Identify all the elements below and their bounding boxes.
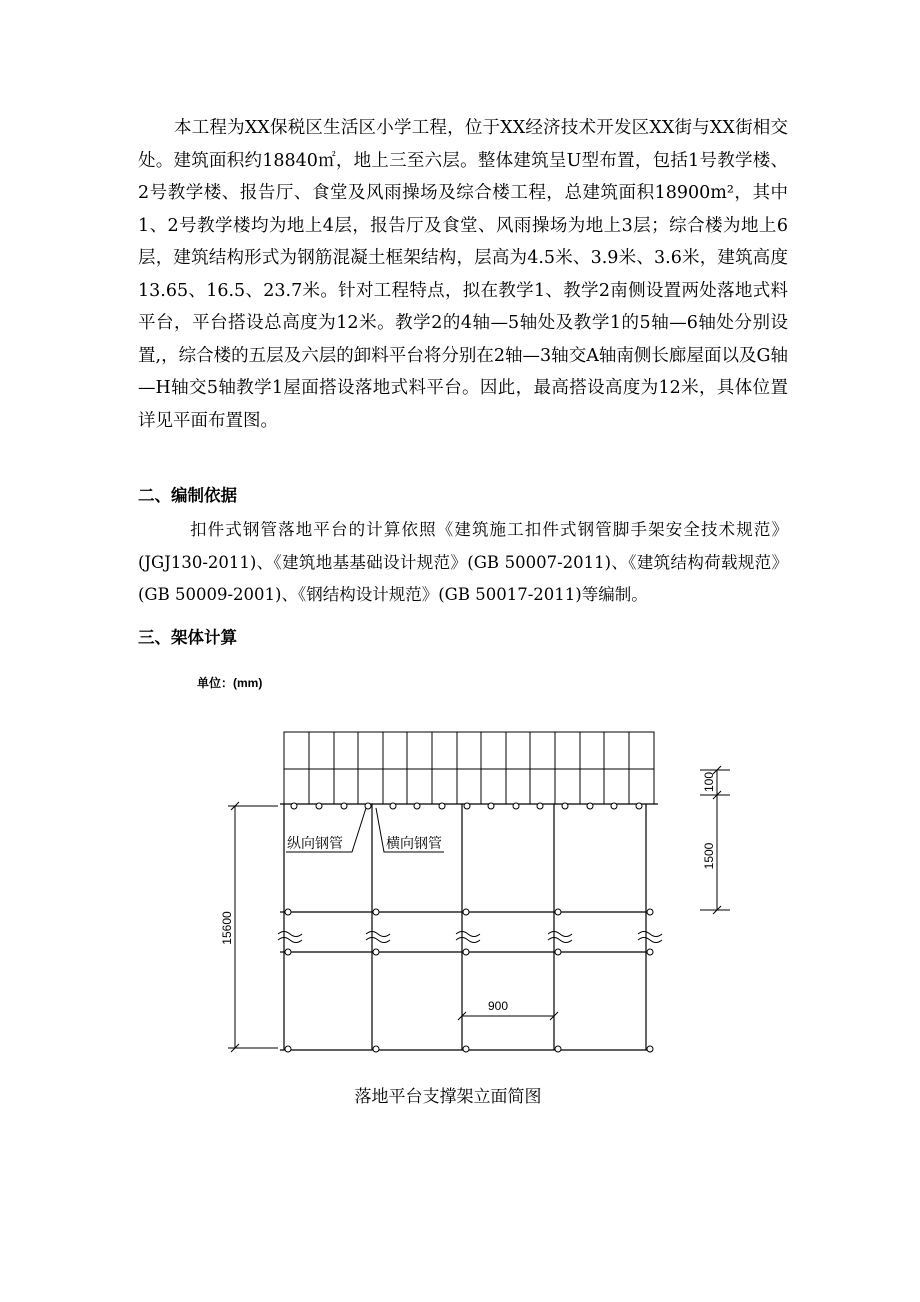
scaffold-elevation-drawing: [0, 660, 920, 1120]
longitudinal-pipe-label: 纵向钢管: [287, 835, 343, 851]
dimension-spacing: [458, 1012, 558, 1020]
dim-top-value: 100: [702, 771, 716, 793]
section-heading-basis: 二、编制依据: [138, 486, 237, 505]
dimension-total-height: [228, 802, 278, 1052]
transverse-pipe-label: 横向钢管: [386, 835, 442, 851]
dim-total-height-value: 15600: [220, 911, 234, 945]
break-symbols: [278, 932, 662, 943]
basis-paragraph: 扣件式钢管落地平台的计算依照《建筑施工扣件式钢管脚手架安全技术规范》(JGJ130-2011)、《建筑地基基础设计规范》(GB 50007-2011)、《建筑结构荷载规范》(GB 50009-2001)、《钢结构设计规范》(GB 50017-2011)等编制。: [138, 520, 788, 604]
dim-spacing-value: 900: [487, 999, 509, 1013]
top-platform-grid: [284, 732, 654, 804]
scaffold-elevation-figure: [0, 660, 920, 1120]
unit-label: 单位：(mm): [197, 676, 263, 690]
dim-step-value: 1500: [702, 842, 716, 870]
figure-caption: 落地平台支撑架立面简图: [354, 1087, 542, 1106]
section-heading-calculation: 三、架体计算: [138, 628, 237, 647]
intro-paragraph: 本工程为XX保税区生活区小学工程，位于XX经济技术开发区XX街与XX街相交处。建筑面积约18840㎡，地上三至六层。整体建筑呈U型布置，包括1号教学楼、2号教学楼、报告厅、食堂及风雨操场及综合楼工程，总建筑面积18900m²，其中1、2号教学楼均为地上4层，报告厅及食堂、风雨操场为地上3层；综合楼为地上6层，建筑结构形式为钢筋混凝土框架结构，层高为4.5米、3.9米、3.6米，建筑高度13.65、16.5、23.7米。针对工程特点，拟在教学1、教学2南侧设置两处落地式料平台，平台搭设总高度为12米。教学2的4轴—5轴处及教学1的5轴—6轴处分别设置,，综合楼的五层及六层的卸料平台将分别在2轴—3轴交A轴南侧长廊屋面以及G轴—H轴交5轴教学1屋面搭设落地式料平台。因此，最高搭设高度为12米，具体位置详见平面布置图。: [138, 118, 788, 431]
